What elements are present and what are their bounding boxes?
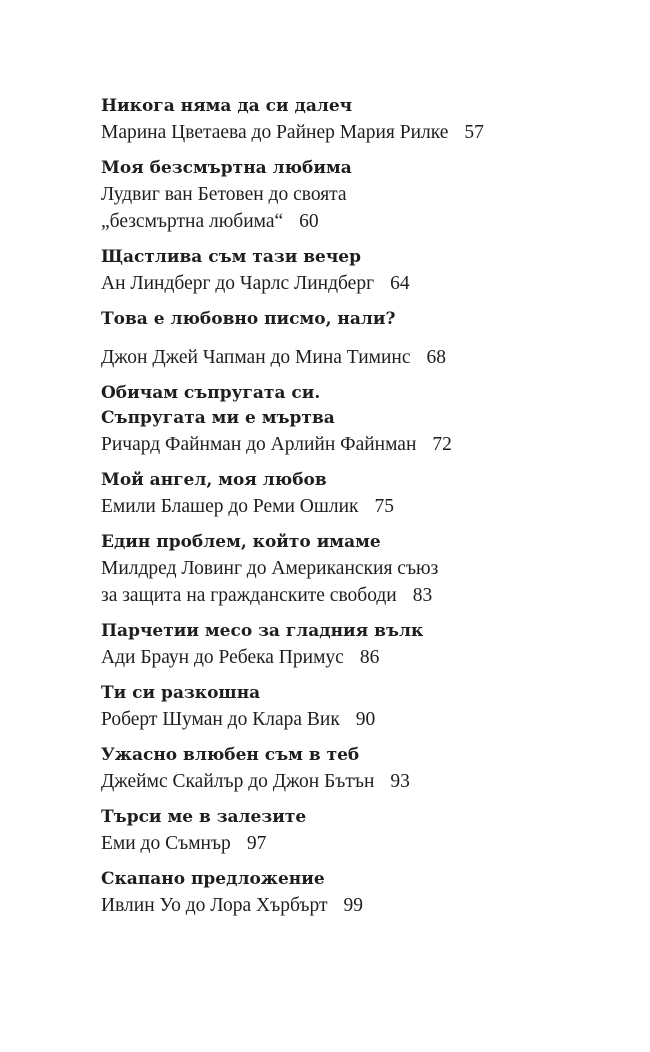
entry-author-line [101,830,601,857]
entry-author-line [101,582,601,609]
entry-title: Никога няма да си далеч [101,96,353,116]
entry-title: Търси ме в залезите [101,807,307,827]
entry-author: Лудвиг ван Бетовен до своята [101,184,347,205]
entry-author-line [101,892,601,919]
toc-entry [101,307,601,371]
entry-author-line [101,493,601,520]
entry-author-line [101,706,601,733]
toc-entry [101,867,601,919]
entry-title: Обичам съпругата си. [101,383,321,403]
page-number: 68 [426,347,447,368]
page-number: 83 [412,585,433,606]
entry-author-line [101,119,601,146]
entry-author-line [101,181,601,208]
toc-entry [101,743,601,795]
entry-title: Скапано предложение [101,869,325,889]
entry-author: „безсмъртна любима“ [101,211,284,232]
entry-title: Парчетии месо за гладния вълк [101,621,424,641]
toc-entry [101,245,601,297]
entry-author: Джон Джей Чапман до Мина Тиминс [101,347,411,368]
page-number: 64 [390,273,410,294]
entry-title: Един проблем, който имаме [101,532,381,552]
entry-author: Роберт Шуман до Клара Вик [101,709,340,730]
entry-author: Ан Линдберг до Чарлс Линдберг [101,273,375,294]
entry-author: Милдред Ловинг до Американския съюз [101,558,439,579]
entry-title: Това е любовно писмо, нали? [101,309,396,329]
entry-title: Съпругата ми е мъртва [101,408,335,428]
entry-title: Мой ангел, моя любов [101,470,327,490]
toc-entry [101,156,601,235]
page-number: 97 [246,833,267,854]
toc-entry [101,805,601,857]
entry-title: Моя безсмъртна любима [101,158,352,178]
entry-title: Ти си разкошна [101,683,261,703]
toc-entry [101,468,601,520]
page-number: 90 [355,709,376,730]
entry-author: Джеймс Скайлър до Джон Бътън [101,771,375,792]
entry-author: Еми до Съмнър [101,833,231,854]
entry-author: за защита на гражданските свободи [101,585,397,606]
entry-title: Ужасно влюбен съм в теб [101,745,360,765]
entry-author-line [101,555,601,582]
toc-entry [101,530,601,609]
toc-entry [101,94,601,146]
toc-entry [101,681,601,733]
page-number: 57 [464,122,484,143]
page-number: 75 [374,496,395,517]
page-number: 60 [299,211,319,232]
toc-entry [101,381,601,458]
entry-author: Емили Блашер до Реми Ошлик [101,496,359,517]
entry-author-line [101,768,601,795]
entry-title: Щастлива съм тази вечер [101,247,361,267]
entry-author-line [101,208,601,235]
entry-author-line [101,344,601,371]
page-number: 93 [390,771,410,792]
page-number: 99 [343,895,364,916]
entry-author-line [101,270,601,297]
entry-author: Марина Цветаева до Райнер Мария Рилке [101,122,449,143]
entry-author: Ричард Файнман до Арлийн Файнман [101,434,417,455]
page-number: 86 [359,647,380,668]
table-of-contents [101,94,601,929]
entry-author: Ивлин Уо до Лора Хърбърт [101,895,328,916]
page-number: 72 [432,434,452,455]
toc-entry [101,619,601,671]
entry-author-line [101,431,601,458]
entry-author-line [101,644,601,671]
entry-author: Ади Браун до Ребека Примус [101,647,344,668]
